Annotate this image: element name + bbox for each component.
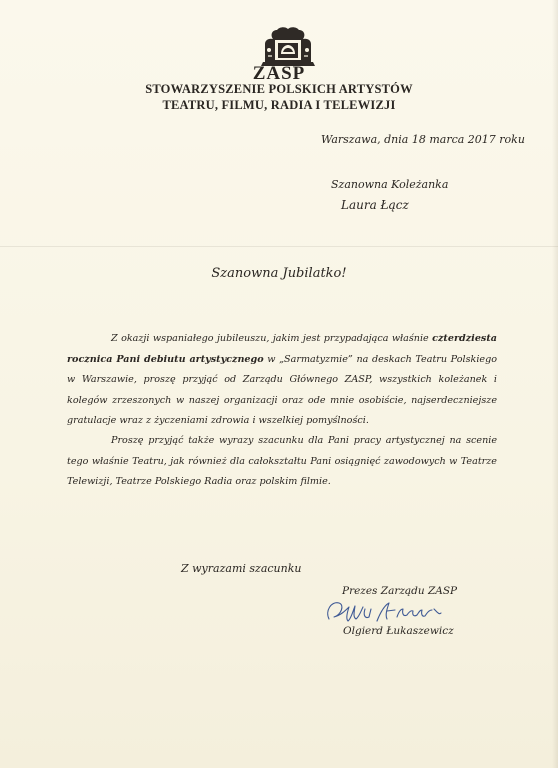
signatory-role: Prezes Zarządu ZASP [342,585,458,597]
closing-phrase: Z wyrazami szacunku [181,562,302,575]
paragraph-1-rest: w „Sarmatyzmie” na deskach Teatru Polskiego w Warszawie, proszę przyjąć od Zarządu Głównego ZASP, wszystkich koleżanek i kolegów zrzeszonych w naszej organizacji oraz ode mnie osobiście, najserdeczniejsze gratulacje wraz z życzeniami zdrowia i wszelkiej pomyślności. [67,353,497,426]
letter-paragraph-1 [67,329,497,432]
org-name-line-2: TEATRU, FILMU, RADIA I TELEWIZJI [162,98,396,112]
scan-edge-shadow [552,0,558,768]
org-name-line-1: STOWARZYSZENIE POLSKICH ARTYSTÓW [145,82,413,96]
org-abbreviation: ZASP [252,63,306,84]
zasp-crest-icon [255,26,321,68]
handwritten-signature [321,597,461,627]
recipient-greeting: Szanowna Koleżanka [331,178,449,191]
signatory-name: Olgierd Łukaszewicz [343,625,454,637]
letter-paragraph-2: Proszę przyjąć także wyrazy szacunku dla Pani pracy artystycznej na scenie tego właśnie Teatru, jak również dla całokształtu Pani osiągnięć zawodowych w Teatrze Telewizji, Teatrze Polskiego Radia oraz polskim filmie. [67,435,497,487]
paragraph-1-emphasis: czterdziesta rocznica Pani debiutu artystycznego [67,333,497,365]
paragraph-1-lead: Z okazji wspaniałego jubileuszu, jakim jest przypadająca właśnie [111,333,429,344]
salutation: Szanowna Jubilatko! [211,266,347,281]
paper-fold-line [0,246,558,247]
recipient-name: Laura Łącz [341,198,409,212]
letter-date: Warszawa, dnia 18 marca 2017 roku [321,133,525,146]
